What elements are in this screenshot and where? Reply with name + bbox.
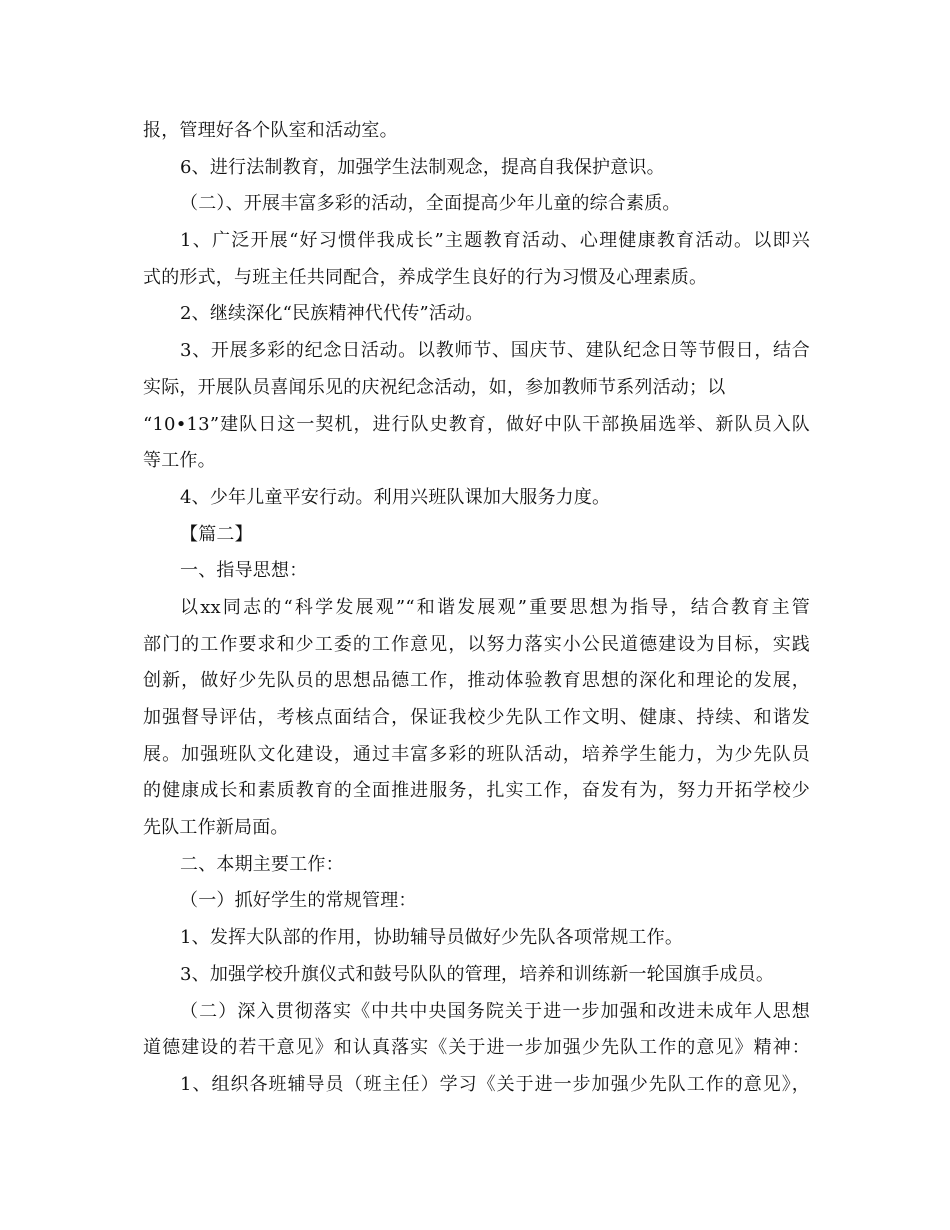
text-line: 3、加强学校升旗仪式和鼓号队队的管理，培养和训练新一轮国旗手成员。 <box>180 963 775 985</box>
text-line: 3、开展多彩的纪念日活动。以教师节、国庆节、建队纪念日等节假日，结合 <box>180 340 810 362</box>
section-heading: （二）、开展丰富多彩的活动，全面提高少年儿童的综合素质。 <box>180 193 681 215</box>
text-line: “10•13”建队日这一契机，进行队史教育，做好中队干部换届选举、新队员入队 <box>143 413 810 435</box>
text-line: 先队工作新局面。 <box>143 817 289 839</box>
text-line: 1、广泛开展“好习惯伴我成长”主题教育活动、心理健康教育活动。以即兴 <box>180 230 810 252</box>
text-line: 6、进行法制教育，加强学生法制观念，提高自我保护意识。 <box>180 156 665 178</box>
text-line: 式的形式，与班主任共同配合，养成学生良好的行为习惯及心理素质。 <box>143 266 708 288</box>
text-line: 1、组织各班辅导员（班主任）学习《关于进一步加强少先队工作的意见》， <box>180 1073 810 1095</box>
text-line: 创新，做好少先队员的思想品德工作，推动体验教育思想的深化和理论的发展， <box>143 670 810 692</box>
text-line: 2、继续深化“民族精神代代传”活动。 <box>180 303 484 325</box>
section-heading: （二）深入贯彻落实《中共中央国务院关于进一步加强和改进未成年人思想 <box>180 1000 810 1022</box>
text-line: 加强督导评估，考核点面结合，保证我校少先队工作文明、健康、持续、和谐发 <box>143 707 810 728</box>
text-line: 展。加强班队文化建设，通过丰富多彩的班队活动，培养学生能力，为少先队员 <box>143 743 810 765</box>
chapter-heading: 【篇二】 <box>180 523 253 545</box>
text-line: 1、发挥大队部的作用，协助辅导员做好少先队各项常规工作。 <box>180 927 684 949</box>
text-line: 以xx同志的“科学发展观”“和谐发展观”重要思想为指导，结合教育主管 <box>180 596 810 618</box>
text-line: 的健康成长和素质教育的全面推进服务，扎实工作，奋发有为，努力开拓学校少 <box>143 780 810 802</box>
section-heading: （一）抓好学生的常规管理： <box>180 890 417 912</box>
section-heading: 二、本期主要工作： <box>180 853 344 875</box>
text-line: 部门的工作要求和少工委的工作意见，以努力落实小公民道德建设为目标，实践 <box>143 633 810 655</box>
text-line: 等工作。 <box>143 450 216 472</box>
text-line: 报，管理好各个队室和活动室。 <box>143 120 398 141</box>
text-line: 4、少年儿童平安行动。利用兴班队课加大服务力度。 <box>180 486 611 508</box>
text-line: 道德建设的若干意见》和认真落实《关于进一步加强少先队工作的意见》精神： <box>143 1037 810 1059</box>
text-line: 实际，开展队员喜闻乐见的庆祝纪念活动，如，参加教师节系列活动；以 <box>143 376 726 398</box>
section-heading: 一、指导思想： <box>180 560 308 582</box>
